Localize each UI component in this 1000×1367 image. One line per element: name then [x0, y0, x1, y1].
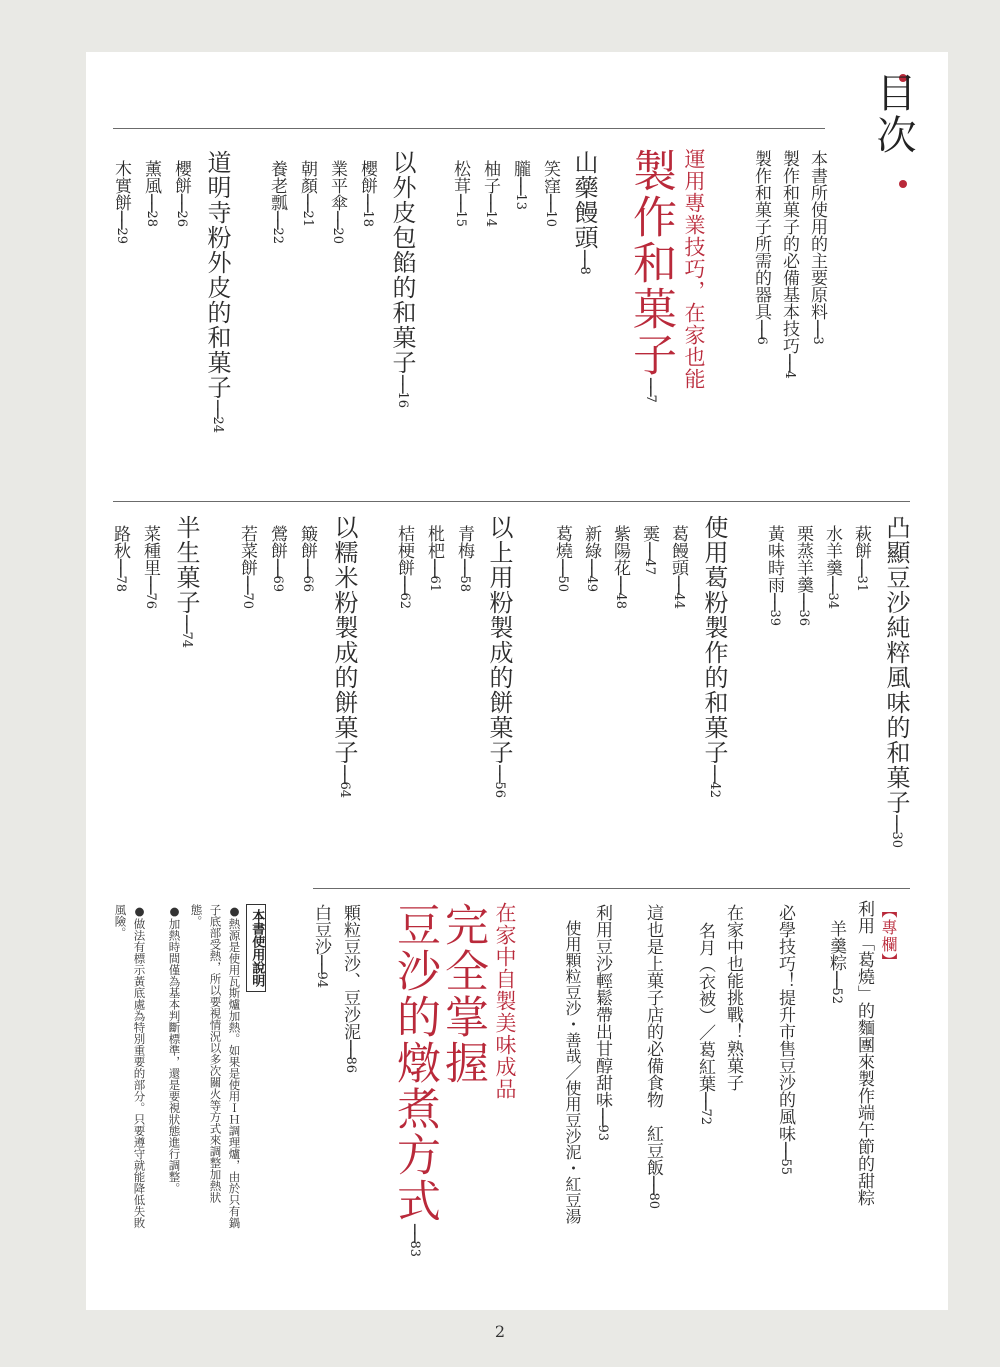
chapter-kicker: 運用專業技巧，在家也能 [682, 148, 706, 390]
usage-note-line: 子底部受熱，所以要視情況以多次關火等方式來調整加熱狀 [208, 904, 223, 1203]
toc-entry[interactable]: 桔梗餅──62 [394, 525, 414, 610]
usage-note-heading: 本書使用說明 [246, 904, 266, 992]
divider-middle [113, 501, 910, 502]
toc-entry[interactable]: 萩餅──31 [851, 525, 871, 593]
toc-entry[interactable]: 松茸──15 [450, 160, 470, 228]
section-heading[interactable]: 以糯米粉製成的餅菓子──64 [330, 515, 358, 799]
toc-entry[interactable]: 笑窪──10 [540, 160, 560, 228]
toc-entry[interactable]: 水羊羹──34 [822, 525, 842, 610]
toc-entry[interactable]: 白豆沙──94 [311, 904, 331, 989]
toc-entry[interactable]: 養老瓢──22 [267, 160, 287, 245]
toc-entry[interactable]: 青梅──58 [454, 525, 474, 593]
section-heading[interactable]: 以上用粉製成的餅菓子──56 [485, 515, 513, 799]
section-heading[interactable]: 凸顯豆沙純粹風味的和菓子──30 [882, 515, 910, 849]
divider-top [113, 128, 825, 129]
anko-kicker: 在家中自製美味成品 [493, 902, 517, 1100]
column-entry-line[interactable]: 利用「葛燒」的麵團來製作端午節的甜粽 [854, 900, 874, 1206]
toc-entry[interactable]: 紫陽花──48 [610, 525, 630, 610]
toc-entry[interactable]: 顆粒豆沙、豆沙泥──86 [340, 904, 360, 1074]
section-heading[interactable]: 以外皮包餡的和菓子──16 [388, 150, 416, 409]
divider-bottom [313, 888, 910, 889]
anko-title-line1: 完全掌握 [437, 902, 488, 1086]
toc-entry[interactable]: 櫻餅──18 [357, 160, 377, 228]
toc-entry[interactable]: 朧──13 [510, 160, 530, 211]
title-dot-bottom [899, 180, 907, 188]
toc-entry[interactable]: 菜種里──76 [140, 525, 160, 610]
toc-entry[interactable]: 薰風──28 [141, 160, 161, 228]
toc-entry[interactable]: 柚子──14 [480, 160, 500, 228]
column-entry-line[interactable]: 利用豆沙輕鬆帶出甘醇甜味──93 [592, 904, 612, 1142]
toc-entry[interactable]: 新綠──49 [581, 525, 601, 593]
column-entry-line[interactable]: 這也是上菓子店的必備食物 紅豆飯──80 [643, 904, 663, 1210]
toc-entry[interactable]: 黃味時雨──39 [764, 525, 784, 627]
column-entry-line[interactable]: 名月（衣被）／葛紅葉──72 [695, 922, 715, 1126]
section-heading[interactable]: 半生菓子──74 [172, 515, 200, 649]
column-entry-line[interactable]: 使用顆粒豆沙・善哉／使用豆沙泥・紅豆湯 [563, 920, 582, 1224]
toc-entry[interactable]: 業平傘──20 [327, 160, 347, 245]
usage-note-line: 風險。 [113, 904, 128, 939]
column-entry-line[interactable]: 羊羹粽──52 [826, 920, 846, 1005]
anko-title-line2[interactable]: 豆沙的燉煮方式──83 [389, 902, 440, 1258]
usage-note-line: 態。 [189, 904, 204, 927]
toc-entry[interactable]: 木實餅──29 [111, 160, 131, 245]
toc-entry[interactable]: 朝顏──21 [297, 160, 317, 228]
column-entry-line[interactable]: 必學技巧！提升市售豆沙的風味──55 [775, 904, 795, 1176]
usage-note-line: ●做法有標示黃底處為特別重要的部分。只要遵守就能降低失敗 [132, 904, 147, 1229]
toc-entry[interactable]: 製作和菓子的必備基本技巧──4 [779, 150, 799, 379]
usage-note-line: ●熱源是使用瓦斯爐加熱。如果是使用ＩＨ調理爐，由於只有鍋 [227, 904, 242, 1229]
section-heading[interactable]: 山藥饅頭──8 [570, 150, 598, 275]
toc-entry[interactable]: 簸餅──66 [297, 525, 317, 593]
section-heading[interactable]: 使用葛粉製作的和菓子──42 [700, 515, 728, 799]
toc-entry[interactable]: 霙──47 [639, 525, 659, 576]
toc-entry[interactable]: 栗蒸羊羹──36 [793, 525, 813, 627]
toc-entry[interactable]: 若菜餅──70 [237, 525, 257, 610]
toc-entry[interactable]: 鶯餅──69 [267, 525, 287, 593]
usage-note-line: ●加熱時間僅為基本判斷標準，還是要視狀態進行調整。 [167, 904, 182, 1194]
toc-entry[interactable]: 路秋──78 [110, 525, 130, 593]
page-number: 2 [494, 1322, 506, 1341]
toc-entry[interactable]: 枇杷──61 [424, 525, 444, 593]
toc-entry[interactable]: 櫻餅──26 [171, 160, 191, 228]
column-entry-line[interactable]: 在家中也能挑戰！熟菓子 [723, 904, 743, 1091]
page-title: 目次 [870, 72, 916, 156]
toc-entry[interactable]: 本書所使用的主要原料──3 [807, 150, 827, 345]
toc-entry[interactable]: 葛饅頭──44 [668, 525, 688, 610]
toc-entry[interactable]: 製作和菓子所需的器具──6 [751, 150, 771, 345]
toc-entry[interactable]: 葛燒──50 [552, 525, 572, 593]
column-label: 【專欄】 [879, 902, 898, 970]
section-heading[interactable]: 道明寺粉外皮的和菓子──24 [203, 150, 231, 434]
chapter-title[interactable]: 製作和菓子──7 [625, 148, 676, 403]
